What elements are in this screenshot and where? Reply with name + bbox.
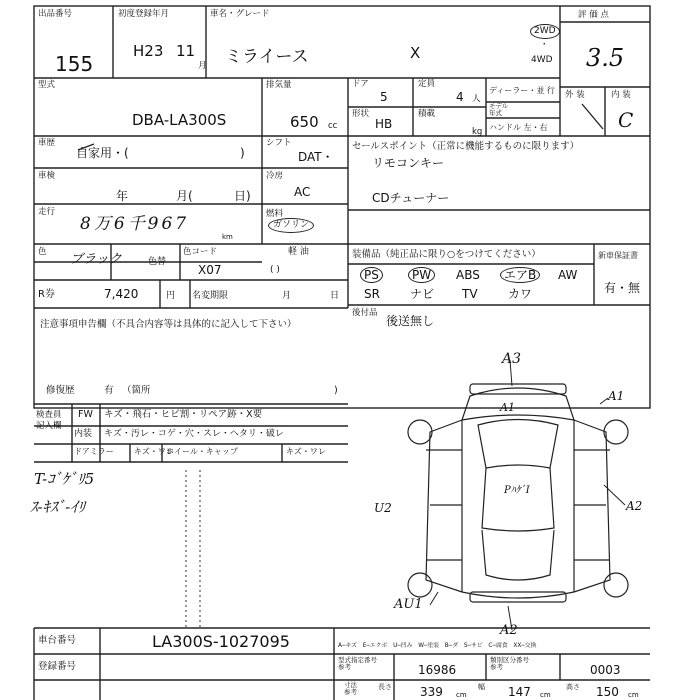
repair-value: 有 [104, 385, 114, 396]
mirror-value: キズ・ワレ [134, 447, 174, 456]
mark-au1: AU1 [394, 597, 423, 612]
inspection-month: 月( [176, 189, 193, 203]
equip-pw: PW [408, 267, 435, 283]
seats-label: 定員 [418, 79, 436, 89]
equip-sr: SR [364, 287, 380, 301]
seats-value: 4 [456, 90, 464, 104]
lot-label: 出品番号 [38, 9, 73, 19]
fuel-gasoline-circled: ガソリン [268, 218, 314, 233]
shift-label: シフト [266, 138, 292, 148]
inspection-label: 車検 [38, 171, 56, 181]
type-label: 型式 [38, 80, 56, 90]
grade: X [410, 44, 421, 62]
registration-label: 初度登録年月 [118, 9, 170, 19]
recycle-unit: 円 [166, 291, 176, 301]
after-parts-value: 後送無し [386, 314, 435, 328]
mark-a1-roof: A1 [500, 401, 515, 414]
interior-value: C [618, 108, 634, 132]
model-cert-label: 型式指定番号 参考 [338, 656, 377, 672]
mark-a2-right: A2 [626, 499, 643, 513]
dimension-label: 寸法 参考 [344, 681, 357, 697]
length-label: 長さ [378, 683, 392, 691]
cc-value: 650 [290, 113, 319, 131]
registration-month-unit: 月 [198, 61, 207, 71]
shift-value: DAT・ [298, 150, 334, 164]
color-code-value: X07 [198, 263, 222, 277]
recycle-value: 7,420 [104, 287, 139, 301]
chassis-number: LA300S-1027095 [152, 632, 290, 651]
wheel-label: ホイール・キャップ [166, 447, 238, 456]
after-parts-label: 後付品 [352, 308, 378, 318]
model-cert-value: 16986 [418, 663, 457, 677]
doors-value: 5 [380, 90, 388, 104]
history-value: 自家用・( [76, 146, 129, 160]
fuel-paren: ( ) [270, 265, 280, 275]
color-change-label: 色替 [148, 257, 167, 267]
seats-unit: 人 [472, 94, 481, 104]
repair-place: （箇所 [122, 385, 151, 396]
fw-value: キズ・飛石・ヒビ割・リペア跡・X要 [104, 409, 263, 420]
model-year-label: モデル 年式 [489, 102, 509, 117]
height-unit: cm [628, 691, 639, 699]
mark-a3: A3 [502, 351, 522, 367]
equip-tv: TV [462, 287, 478, 301]
height-value: 150 [596, 685, 619, 699]
cc-unit: cc [328, 121, 338, 131]
ac-label: 冷房 [266, 171, 284, 181]
handwritten-note-2: ｽ-ｷｽﾞ-ｲﾘ [30, 498, 86, 516]
sales-label: セールスポイント（正常に機能するものに限ります） [352, 141, 580, 152]
score-label: 評 価 点 [578, 10, 609, 20]
new-car-warranty-value: 有・無 [604, 281, 641, 295]
interior-label: 内 装 [611, 90, 631, 100]
model-name: ミライース [225, 47, 309, 67]
mirror-label: ドアミラー [74, 447, 114, 456]
mark-pm: PﾊｹﾞI [504, 485, 530, 496]
equip-aw: AW [558, 268, 578, 282]
ac-value: AC [294, 185, 311, 199]
mark-u2: U2 [374, 501, 392, 515]
mileage-unit: km [222, 233, 233, 241]
equipment-label: 装備品（純正品に限り○をつけてください） [352, 249, 541, 260]
inspection-year: 年 [116, 189, 129, 203]
name-change-month: 月 [282, 291, 292, 301]
width-unit: cm [540, 691, 551, 699]
equip-navi: ナビ [410, 287, 435, 301]
height-label: 高さ [566, 683, 580, 691]
register-label: 登録番号 [38, 661, 77, 672]
interior-check-label: 内装 [74, 429, 93, 439]
equip-airbag: エアB [500, 267, 540, 283]
drive-dot: ・ [540, 40, 549, 50]
mark-a1-right: A1 [608, 389, 625, 403]
mileage-label: 走行 [38, 207, 56, 217]
fuel-label: 燃料 [266, 209, 284, 219]
mark-a2-bottom: A2 [500, 623, 518, 638]
drive-2wd-circled: 2WD [530, 24, 560, 39]
width-label: 幅 [478, 683, 485, 691]
doors-label: ドア [352, 79, 369, 89]
exterior-slash [582, 104, 603, 129]
model-label: 車名・グレード [210, 9, 270, 19]
chassis-label: 車台番号 [38, 635, 77, 646]
handwritten-note-1: T-ｺﾞｹﾞﾘ5 [34, 470, 95, 488]
sales-point-2: CDチューナー [372, 191, 450, 205]
handle-label: ハンドル 左・右 [489, 123, 548, 132]
weight-label: 積載 [418, 109, 436, 119]
damage-legend: A─キズ E─エクボ U─凹み W─塗装 B─ダ S─サビ C─腐食 XX─交換 [338, 643, 537, 649]
score-value: 3.5 [586, 44, 625, 72]
weight-unit: kg [472, 127, 483, 137]
equip-ps: PS [360, 267, 383, 283]
fuel-light: 軽 油 [288, 247, 309, 257]
repair-label: 修復歴 [46, 385, 75, 396]
inspector-label: 検査員 記入欄 [36, 410, 62, 432]
history-close: ) [240, 146, 245, 160]
color-label: 色 [38, 247, 47, 257]
interior-check-value: キズ・汚レ・コゲ・穴・スレ・ヘタリ・破レ [104, 429, 284, 439]
class-value: 0003 [590, 663, 621, 677]
equip-abs: ABS [456, 268, 480, 282]
type-value: DBA-LA300S [132, 111, 227, 129]
registration-era: H23 [133, 42, 164, 60]
sales-point-1: リモコンキー [372, 156, 445, 170]
body-label: 形状 [352, 109, 370, 119]
name-change-label: 名変期限 [192, 291, 229, 301]
recycle-label: R券 [38, 289, 55, 300]
name-change-day: 日 [330, 291, 340, 301]
notes-label: 注意事項申告欄（不具合内容等は具体的に記入して下さい） [40, 319, 297, 330]
wheel-value: キズ・ワレ [286, 447, 326, 456]
class-label: 類別区分番号 参考 [490, 656, 529, 672]
equip-leather: カワ [508, 287, 533, 301]
repair-close: ) [334, 385, 338, 396]
color-value: ブラック [70, 252, 122, 267]
inspection-day: 日) [234, 189, 251, 203]
body-value: HB [375, 117, 393, 131]
drive-4wd: 4WD [531, 55, 553, 65]
mileage-value: 8万6千967 [80, 214, 190, 234]
exterior-label: 外 装 [565, 90, 585, 100]
width-value: 147 [508, 685, 531, 699]
fw-label: FW [78, 409, 93, 420]
dealer-label: ディーラー・並 行 [489, 86, 555, 95]
lot-number: 155 [55, 52, 94, 76]
history-label: 車歴 [38, 138, 56, 148]
length-unit: cm [456, 691, 467, 699]
new-car-warranty-label: 新車保証書 [598, 251, 638, 260]
length-value: 339 [420, 685, 443, 699]
cc-label: 排気量 [266, 80, 292, 90]
registration-month: 11 [176, 42, 196, 60]
color-code-label: 色コード [183, 247, 218, 257]
